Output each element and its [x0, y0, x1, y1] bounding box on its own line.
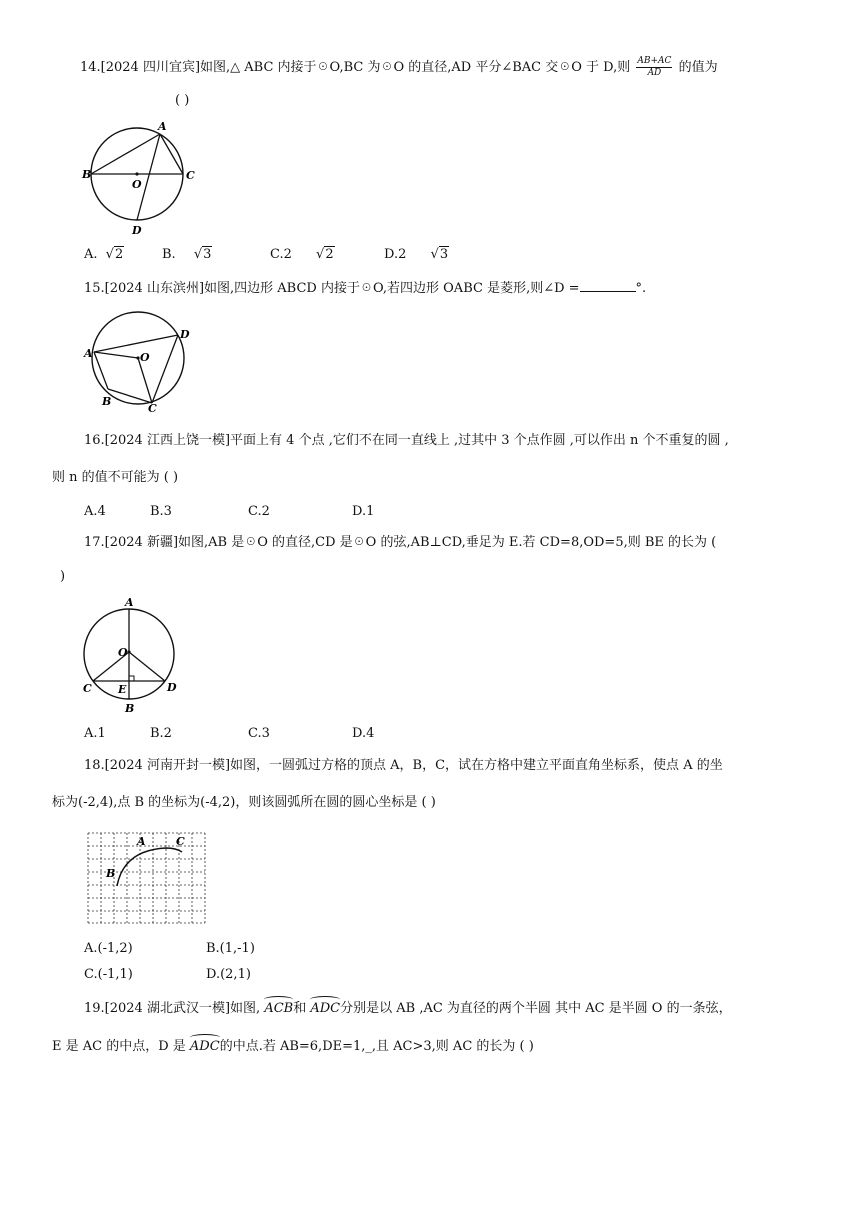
q14-text-end: 的值为 [678, 60, 718, 75]
q19-stem-line1 [84, 997, 732, 1018]
q18-stem-line2: 标为(-2,4),点 B 的坐标为(-4,2)，则该圆弧所在圆的圆心坐标是 ( ) [52, 795, 436, 810]
q14-fraction [636, 56, 672, 79]
q18-label-c: C [176, 835, 185, 848]
q14-answer-paren: ( ) [175, 93, 190, 108]
q15-label-c: C [148, 402, 157, 415]
q19-arc-adc: ADC [310, 997, 340, 1018]
q16-option-d[interactable]: D.1 [352, 504, 375, 519]
q14-option-d[interactable] [384, 246, 449, 264]
q14-option-d-radicand: 3 [439, 247, 449, 262]
q14-text: 14.[2024 四川宜宾]如图,△ ABC 内接于☉O,BC 为☉O 的直径,AD 平分∠BAC 交☉O 于 D,则 [80, 60, 631, 75]
q14-label-d: D [132, 224, 142, 237]
q18-option-a[interactable]: A.(-1,2) [84, 941, 133, 956]
q16-option-a[interactable]: A.4 [84, 504, 106, 519]
q17-label-e: E [118, 683, 127, 696]
q16-option-b[interactable]: B.3 [150, 504, 172, 519]
q18-stem-line1: 18.[2024 河南开封一模]如图，一圆弧过方格的顶点 A，B，C，试在方格中建立平面直角坐标系，使点 A 的坐 [84, 758, 723, 773]
q14-option-a-letter: A. [84, 247, 98, 262]
q15-label-a: A [84, 347, 93, 360]
q14-label-b: B [82, 168, 92, 181]
q16-stem-line1: 16.[2024 江西上饶一模]平面上有 4 个点 ,它们不在同一直线上 ,过其中 3 个点作圆 ,可以作出 n 个不重复的圆 , [84, 433, 729, 448]
q14-frac-numerator: AB+AC [637, 56, 672, 66]
q17-label-a: A [125, 596, 134, 609]
q16-stem-line2: 则 n 的值不可能为 ( ) [52, 470, 179, 485]
q14-option-d-sqrt: √3 [430, 247, 449, 262]
q17-option-b[interactable]: B.2 [150, 726, 172, 741]
q17-figure [80, 594, 190, 716]
q14-frac-denominator: AD [647, 68, 662, 78]
q14-option-a[interactable] [84, 246, 124, 264]
q18-option-d[interactable]: D.(2,1) [206, 967, 251, 982]
q15-stem [84, 279, 646, 298]
q17-option-d[interactable]: D.4 [352, 726, 375, 741]
q15-figure [80, 308, 200, 418]
q17-label-o: O [118, 646, 128, 659]
q14-option-c[interactable] [270, 246, 335, 264]
q14-option-b-letter: B. [162, 247, 176, 262]
q14-option-c-coef: 2 [283, 247, 292, 262]
q14-stem [80, 56, 718, 79]
q15-label-d: D [180, 328, 190, 341]
q15-answer-blank[interactable] [580, 279, 636, 292]
q14-label-o: O [132, 178, 142, 191]
q14-option-b-sqrt: √3 [193, 247, 212, 262]
q19-text-a: 19.[2024 湖北武汉一模]如图, [84, 1001, 261, 1016]
q17-option-a[interactable]: A.1 [84, 726, 106, 741]
q18-label-a: A [137, 835, 146, 848]
q15-label-b: B [102, 395, 112, 408]
q16-option-c[interactable]: C.2 [248, 504, 270, 519]
q14-option-c-letter: C. [270, 247, 284, 262]
q17-stem-line2: ) [60, 569, 66, 584]
q14-option-d-coef: 2 [398, 247, 407, 262]
q15-text: 15.[2024 山东滨州]如图,四边形 ABCD 内接于☉O,若四边形 OABC 是菱形,则∠D = [84, 281, 580, 296]
q17-stem-line1: 17.[2024 新疆]如图,AB 是☉O 的直径,CD 是☉O 的弦,AB⊥CD,垂足为 E.若 CD=8,OD=5,则 BE 的长为 ( [84, 535, 717, 550]
q19-text-b: 和 [293, 1001, 307, 1016]
q15-text-end: °. [635, 281, 647, 296]
q19-arc-adc-2: ADC [190, 1035, 220, 1056]
q14-option-d-letter: D. [384, 247, 399, 262]
q14-figure [80, 118, 210, 238]
q14-option-a-radicand: 2 [114, 247, 124, 262]
q17-label-c: C [83, 682, 92, 695]
q14-option-b-radicand: 3 [203, 247, 212, 262]
q14-option-c-radicand: 2 [325, 247, 334, 262]
q19-stem-line2 [52, 1035, 534, 1056]
q19-text-e: 的中点.若 AB=6,DE=1,_,且 AC>3,则 AC 的长为 ( ) [219, 1039, 534, 1054]
q14-option-c-sqrt: √2 [316, 247, 334, 262]
q14-option-a-sqrt: √2 [105, 247, 124, 262]
q18-label-b: B [106, 867, 116, 880]
q19-text-c: 分别是以 AB ,AC 为直径的两个半圆 其中 AC 是半圆 O 的一条弦， [340, 1001, 732, 1016]
q15-label-o: O [140, 351, 150, 364]
q18-option-c[interactable]: C.(-1,1) [84, 967, 133, 982]
q19-arc-acb: ACB [264, 997, 293, 1018]
q14-label-a: A [158, 120, 167, 133]
q18-figure [84, 830, 208, 926]
q17-option-c[interactable]: C.3 [248, 726, 270, 741]
q17-label-d: D [167, 681, 177, 694]
q14-label-c: C [186, 169, 195, 182]
q17-label-b: B [125, 702, 135, 715]
q14-option-b[interactable] [162, 246, 212, 264]
q19-text-d: E 是 AC 的中点，D 是 [52, 1039, 186, 1054]
q18-option-b[interactable]: B.(1,-1) [206, 941, 255, 956]
